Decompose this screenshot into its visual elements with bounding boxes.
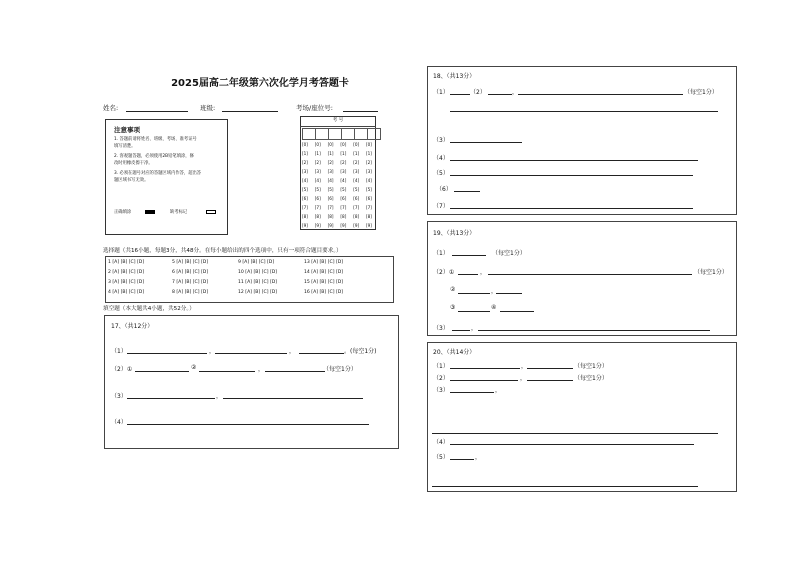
q20-1-blank-a[interactable] [450,368,520,369]
q19-2-blank-a[interactable] [458,274,478,275]
exam-grid-cell[interactable] [368,129,381,140]
exam-grid-cell[interactable] [303,129,316,140]
choice-item[interactable]: 16 [A] [B] [C] [D] [304,290,344,295]
class-label: 班级: [200,104,216,112]
digit-bubble[interactable]: [4] [314,178,321,183]
q19-3-blank-b[interactable] [478,330,710,331]
digit-bubble[interactable]: [0] [302,142,308,147]
digit-bubble[interactable]: [7] [353,205,360,210]
digit-bubble[interactable]: [1] [365,151,372,156]
digit-bubble[interactable]: [0] [353,142,360,147]
q17-2-blank-a[interactable] [135,371,189,372]
digit-bubble[interactable]: [6] [314,196,321,201]
exam-digit-column [340,140,350,230]
digit-bubble[interactable]: [5] [353,187,360,192]
q17-3-label: （3） [111,393,127,400]
digit-bubble[interactable]: [6] [340,196,347,201]
q20-3-label: （3） [433,387,449,394]
digit-bubble[interactable]: [9] [314,223,321,228]
fill-heading: 填空题（本大题共4小题，共52分。） [103,306,195,312]
correct-fill-sample [145,210,155,214]
exam-digit-column [302,140,312,230]
q19-3-comma: ， [471,325,478,332]
absent-mark-box[interactable] [206,210,216,214]
digit-bubble[interactable]: [8] [314,214,321,219]
correct-fill-label: 正确填涂 [114,210,132,215]
q19-2b-blank-b[interactable] [496,293,522,294]
q19-2c-blank[interactable] [458,311,490,312]
digit-bubble[interactable]: [9] [340,223,347,228]
digit-bubble[interactable]: [8] [302,214,308,219]
q19-3-blank-a[interactable] [452,330,470,331]
q19-2-blank-b[interactable] [488,274,692,275]
digit-bubble[interactable]: [0] [327,142,334,147]
digit-bubble[interactable]: [2] [340,160,347,165]
q18-3-label: （3） [433,137,449,144]
q19-2b-label: ② [450,286,456,293]
digit-bubble[interactable]: [3] [327,169,334,174]
choice-item[interactable]: 1 [A] [B] [C] [D] [108,260,145,265]
q19-1-note: （每空1分） [492,250,526,257]
choice-heading: 选择题（共16小题，每题3分，共48分。在每小题给出的四个选项中，只有一项符合题目要求。） [103,248,342,254]
q20-2-blank-b[interactable] [527,380,573,381]
q19-box [427,221,737,336]
digit-bubble[interactable]: [5] [302,187,308,192]
digit-bubble[interactable]: [3] [302,169,308,174]
choice-item[interactable]: 12 [A] [B] [C] [D] [238,290,278,295]
digit-bubble[interactable]: [9] [365,223,372,228]
q17-2-blank-b[interactable] [199,371,255,372]
notes-line-6: 题区域书写无效。 [114,178,149,183]
choice-item[interactable]: 9 [A] [B] [C] [D] [238,260,275,265]
page-title: 2025届高二年级第六次化学月考答题卡 [171,78,349,89]
exam-grid-cell[interactable] [316,129,329,140]
q17-1-comma-2: ， [289,348,296,355]
q19-2b-comma: ， [491,288,498,295]
digit-bubble[interactable]: [9] [327,223,334,228]
choice-item[interactable]: 10 [A] [B] [C] [D] [238,270,278,275]
q20-2-blank-a[interactable] [450,380,518,381]
choice-item[interactable]: 8 [A] [B] [C] [D] [172,290,209,295]
exam-grid-cell[interactable] [329,129,342,140]
digit-bubble[interactable]: [5] [327,187,334,192]
q20-box [427,342,737,492]
notes-heading: 注意事项 [114,126,140,134]
q20-5-label: （5） [433,454,449,461]
q20-1-label: （1） [433,363,449,370]
q19-3-label: （3） [433,325,449,332]
digit-bubble[interactable]: [4] [365,178,372,183]
q20-1-comma: ， [521,363,528,370]
digit-bubble[interactable]: [7] [314,205,321,210]
q17-2-label: （2）① [111,366,133,373]
digit-bubble[interactable]: [1] [314,151,321,156]
q20-1-note: （每空1分） [574,363,608,370]
digit-bubble[interactable]: [3] [365,169,372,174]
digit-bubble[interactable]: [1] [327,151,334,156]
exam-number-grid [302,128,381,140]
name-field[interactable] [126,111,188,112]
exam-digit-column [366,140,376,230]
q19-2c-label: ③ [450,304,456,311]
notes-line-2: 填写清楚。 [114,144,136,149]
q17-3-blank-a[interactable] [127,398,215,399]
exam-number-header: 考 号 [300,116,376,127]
choice-item[interactable]: 15 [A] [B] [C] [D] [304,280,344,285]
name-label: 姓名: [103,104,119,112]
q20-4-blank[interactable] [450,444,694,445]
q18-4-blank[interactable] [450,160,698,161]
q17-1-blank-a[interactable] [127,353,207,354]
digit-bubble[interactable]: [7] [327,205,334,210]
q20-3-comma: ， [495,387,502,394]
q19-2-note: （每空1分） [694,269,728,276]
q20-2-label: （2） [433,375,449,382]
exam-digit-column [315,140,325,230]
q18-2-comma: ， [512,89,519,96]
q18-6-blank[interactable] [454,191,480,192]
exam-seat-field[interactable] [343,111,378,112]
choice-item[interactable]: 11 [A] [B] [C] [D] [238,280,278,285]
digit-bubble[interactable]: [8] [327,214,334,219]
q17-1-note: 。(每空1分) [344,348,377,355]
q17-1-blank-b[interactable] [215,353,287,354]
digit-bubble[interactable]: [3] [314,169,321,174]
choice-item[interactable]: 5 [A] [B] [C] [D] [172,260,209,265]
q17-2-blank-c[interactable] [265,371,325,372]
digit-bubble[interactable]: [5] [314,187,321,192]
q17-4-blank[interactable] [127,424,369,425]
q19-2b-blank-a[interactable] [458,293,490,294]
digit-bubble[interactable]: [7] [302,205,308,210]
choice-item[interactable]: 2 [A] [B] [C] [D] [108,270,145,275]
digit-bubble[interactable]: [2] [302,160,308,165]
notes-line-5: 3. 必须在题号对应的答题区域内作答，超出答 [114,171,202,176]
digit-bubble[interactable]: [0] [340,142,347,147]
exam-number-bubbles [302,140,376,230]
class-field[interactable] [222,111,278,112]
q20-5-long-blank[interactable] [432,486,698,487]
digit-bubble[interactable]: [5] [365,187,372,192]
notes-box [105,119,228,235]
digit-bubble[interactable]: [9] [302,223,308,228]
q18-6-label: （6） [436,186,452,193]
q18-title: 18、（共13分） [433,73,476,80]
digit-bubble[interactable]: [2] [353,160,360,165]
digit-bubble[interactable]: [6] [327,196,334,201]
digit-bubble[interactable]: [1] [340,151,347,156]
exam-digit-column [328,140,338,230]
notes-line-1: 1. 答题前请将姓名、班级、考场、准考证号 [114,137,197,142]
digit-bubble[interactable]: [5] [340,187,347,192]
exam-grid-row [303,129,381,140]
q20-3-long-blank[interactable] [432,433,718,434]
q20-title: 20、（共14分） [433,349,476,356]
digit-bubble[interactable]: [7] [365,205,372,210]
q19-1-label: （1） [433,250,449,257]
q17-2-comma: ， [258,366,265,373]
digit-bubble[interactable]: [6] [353,196,360,201]
exam-seat-label: 考场/座位号: [296,104,333,112]
digit-bubble[interactable]: [2] [327,160,334,165]
q18-2-blank-a[interactable] [488,94,512,95]
q18-1-blank[interactable] [450,94,470,95]
q18-3-blank[interactable] [450,142,522,143]
digit-bubble[interactable]: [1] [302,151,308,156]
digit-bubble[interactable]: [7] [340,205,347,210]
digit-bubble[interactable]: [4] [302,178,308,183]
digit-bubble[interactable]: [4] [327,178,334,183]
choice-item[interactable]: 4 [A] [B] [C] [D] [108,290,145,295]
q19-title: 19、（共13分） [433,230,476,237]
q19-2-comma: ， [480,269,487,276]
q19-2d-blank[interactable] [500,311,534,312]
q17-1-label: （1） [111,348,127,355]
digit-bubble[interactable]: [8] [353,214,360,219]
exam-digit-column [353,140,363,230]
q20-2-comma: ， [520,375,527,382]
q18-box [427,66,737,215]
q17-title: 17、（共12分） [111,323,154,330]
q19-1-blank[interactable] [452,255,486,256]
choice-item[interactable]: 3 [A] [B] [C] [D] [108,280,145,285]
q18-5-blank[interactable] [450,175,693,176]
q19-2-label: （2）① [433,269,455,276]
digit-bubble[interactable]: [8] [340,214,347,219]
digit-bubble[interactable]: [8] [365,214,372,219]
choice-item[interactable]: 14 [A] [B] [C] [D] [304,270,344,275]
digit-bubble[interactable]: [0] [314,142,321,147]
q19-2d-label: ④ [491,304,497,311]
q18-1-label: （1） [433,89,449,96]
notes-line-3: 2. 客观题答题，必须使用2B铅笔填涂，修 [114,154,194,159]
q18-7-blank[interactable] [450,208,693,209]
q20-1-blank-b[interactable] [527,368,573,369]
q20-3-blank[interactable] [450,392,494,393]
digit-bubble[interactable]: [1] [353,151,360,156]
q17-1-blank-c[interactable] [299,353,344,354]
choice-item[interactable]: 7 [A] [B] [C] [D] [172,280,209,285]
q17-2-note: （每空1分） [323,366,357,373]
q20-2-note: （每空1分） [574,375,608,382]
digit-bubble[interactable]: [9] [353,223,360,228]
q17-1-comma: ， [209,348,216,355]
q18-2-blank-b[interactable] [518,94,683,95]
exam-grid-cell[interactable] [355,129,368,140]
q20-4-label: （4） [433,439,449,446]
q18-2-label: （2） [470,89,486,96]
digit-bubble[interactable]: [3] [340,169,347,174]
q17-box [104,315,399,449]
digit-bubble[interactable]: [4] [353,178,360,183]
absent-mark-label: 缺考标记 [170,210,188,215]
digit-bubble[interactable]: [2] [314,160,321,165]
digit-bubble[interactable]: [4] [340,178,347,183]
q17-3-comma: ， [216,393,223,400]
q17-2-label-b: ② [191,364,197,371]
q18-5-label: （5） [433,170,449,177]
digit-bubble[interactable]: [0] [365,142,372,147]
notes-line-4: 改时用橡皮擦干净。 [114,161,153,166]
q17-3-blank-b[interactable] [223,398,363,399]
q18-extra-blank[interactable] [450,111,718,112]
digit-bubble[interactable]: [2] [365,160,372,165]
digit-bubble[interactable]: [3] [353,169,360,174]
q18-1-note: （每空1分） [684,89,718,96]
exam-digit-columns [302,140,376,230]
exam-grid-cell[interactable] [342,129,355,140]
q20-5-blank[interactable] [450,459,474,460]
q18-7-label: （7） [433,203,449,210]
choice-item[interactable]: 6 [A] [B] [C] [D] [172,270,209,275]
q18-4-label: （4） [433,155,449,162]
q17-4-label: （4） [111,419,127,426]
digit-bubble[interactable]: [6] [365,196,372,201]
q20-5-comma: ， [475,454,482,461]
choice-item[interactable]: 13 [A] [B] [C] [D] [304,260,344,265]
digit-bubble[interactable]: [6] [302,196,308,201]
